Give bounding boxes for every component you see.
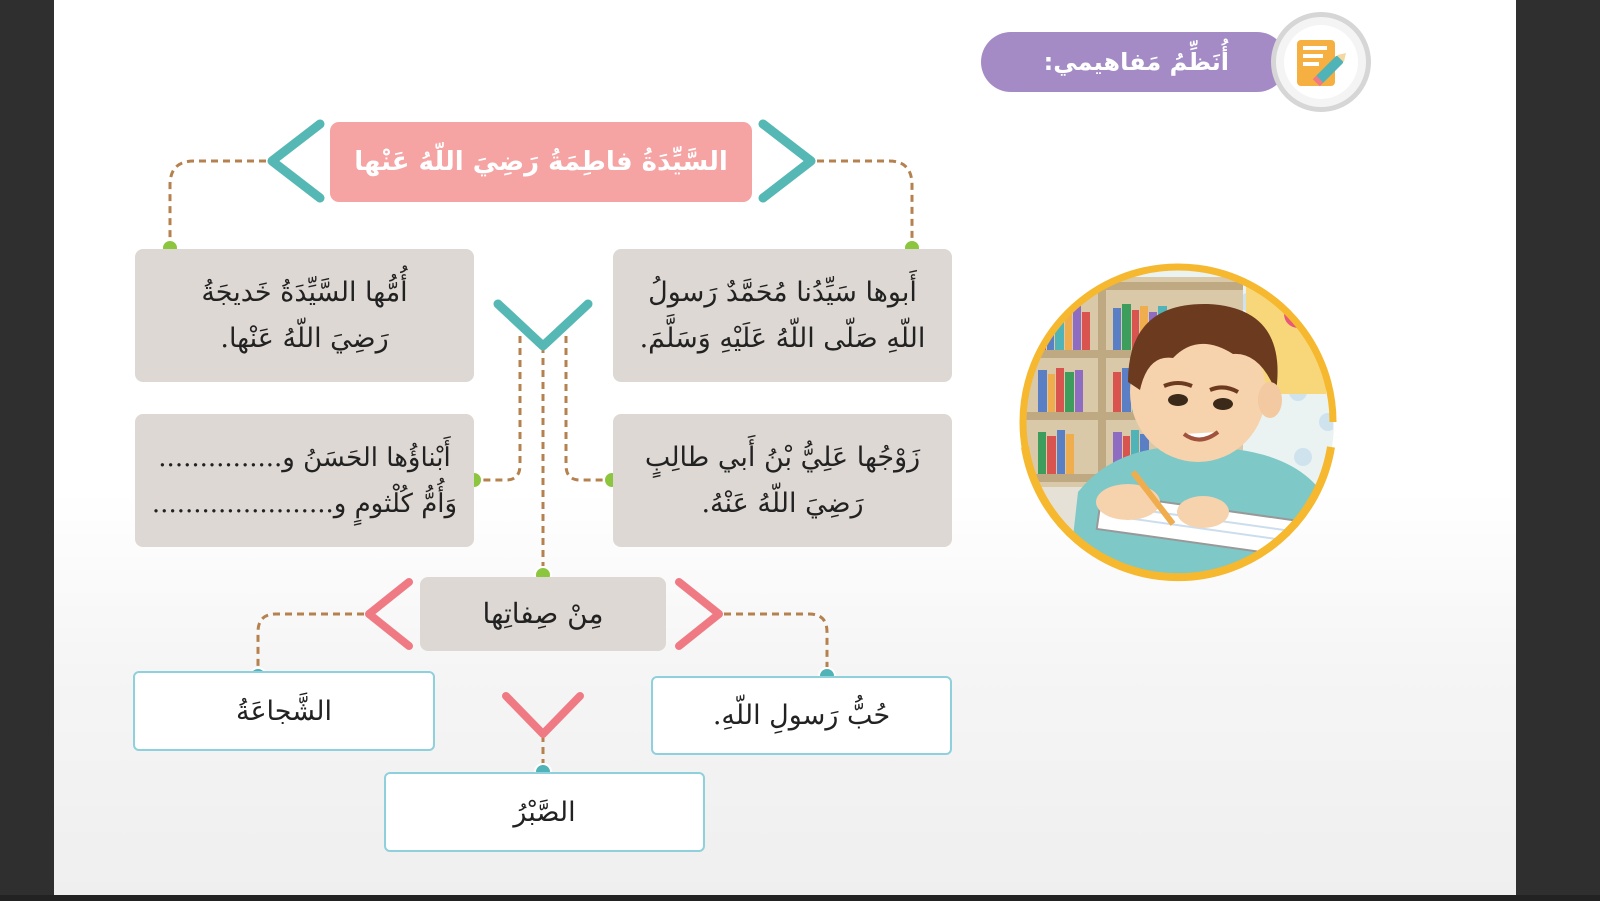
teal-chevron-right-icon [763,124,811,198]
connector-to-husband [566,336,612,480]
concept-map-title [330,122,752,202]
section-header-badge [1271,12,1371,112]
trait-courage-box [133,671,435,751]
connector-traits-to-courage [258,614,364,676]
textbook-page [54,0,1516,895]
traits-heading-text: مِنْ صِفاتِها [482,597,604,630]
trait-courage-text: الشَّجاعَةُ [235,695,333,727]
children-box [135,414,474,547]
teal-chevron-left-icon [272,124,320,198]
children-line-2-text: وَأُمُّ كُلْثومٍ و [333,488,458,519]
pink-chevron-left-icon [369,582,409,646]
children-blank-1[interactable]: ............... [158,442,283,473]
husband-box [613,414,952,547]
traits-heading-box [420,577,666,651]
trait-patience-text: الصَّبْرُ [513,796,576,828]
children-line-1-text: أَبْناؤُها الحَسَنُ و [282,442,451,473]
trait-love-text: حُبُّ رَسولِ اللّهِ. [712,700,891,731]
concept-map-title-text: السَّيِّدَةُ فاطِمَةُ رَضِيَ اللّهُ عَنْها [354,147,728,177]
husband-line-2: رَضِيَ اللّهُ عَنْهُ. [701,487,864,519]
section-header-pill [981,32,1287,92]
mother-box [135,249,474,382]
trait-patience-box [384,772,705,852]
bottom-bezel [0,895,1600,901]
pencil-notepad-icon [1291,32,1351,92]
children-blank-2[interactable]: ...................... [151,488,334,519]
connector-title-to-father [817,161,912,247]
left-bezel [0,0,54,901]
section-header-label: أُنَظِّمُ مَفاهيمي: [1043,48,1229,76]
connector-to-children [474,336,520,480]
mother-line-2: رَضِيَ اللّهُ عَنْها. [220,322,389,354]
boy-writing-illustration [998,262,1358,582]
husband-line-1: زَوْجُها عَلِيُّ بْنُ أَبي طالِبٍ [644,441,921,473]
teal-chevron-down-icon [498,304,588,346]
pink-chevron-right-icon [679,582,719,646]
children-line-1 [158,435,450,481]
pink-chevron-down-icon [506,696,580,734]
father-box [613,249,952,382]
father-line-1: أَبوها سَيِّدُنا مُحَمَّدٌ رَسولُ [648,276,917,308]
mother-line-1: أُمُّها السَّيِّدَةُ خَديجَةُ [201,276,408,308]
connector-title-to-mother [170,161,266,247]
father-line-2: اللّهِ صَلّى اللّهُ عَلَيْهِ وَسَلَّمَ. [639,322,926,354]
trait-love-box [651,676,952,755]
children-line-2 [152,481,457,527]
right-bezel [1516,0,1600,901]
connector-traits-to-love [724,614,827,676]
